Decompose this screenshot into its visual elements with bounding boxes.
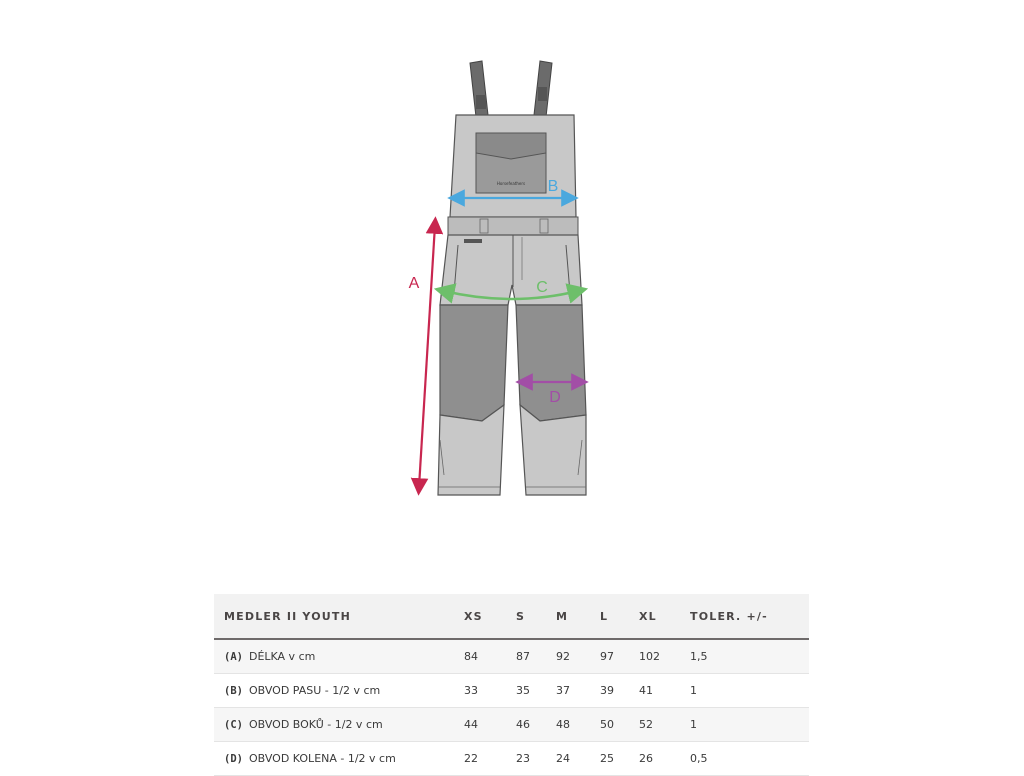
value-xs: 84 [464,650,478,663]
table-row [214,742,809,776]
bib-pants-illustration [400,55,610,500]
measure-c-label: C [536,279,548,296]
row-label [224,674,380,707]
value-m: 48 [556,718,570,731]
value-l: 25 [600,752,614,765]
table-header [214,594,809,640]
value-xl: 102 [639,650,660,663]
size-header-m: M [556,609,569,623]
size-header-s: S [516,609,526,623]
pants-legs [438,235,586,495]
value-m: 92 [556,650,570,663]
shoulder-straps [470,61,552,117]
value-xs: 44 [464,718,478,731]
row-code: (D) [224,752,243,765]
value-xs: 22 [464,752,478,765]
row-name: OBVOD KOLENA - 1/2 v cm [248,752,396,765]
table-row [214,708,809,742]
measure-a-label: A [408,275,420,292]
row-label [224,640,315,673]
value-s: 23 [516,752,530,765]
value-m: 37 [556,684,570,697]
row-label [224,742,396,775]
pocket-brand-text: Horsefeathers [496,181,526,186]
value-m: 24 [556,752,570,765]
row-code: (A) [224,650,243,663]
value-s: 46 [516,718,530,731]
value-l: 97 [600,650,614,663]
table-row [214,640,809,674]
value-xl: 41 [639,684,653,697]
value-xl: 52 [639,718,653,731]
value-tolerance: 0,5 [690,752,708,765]
row-code: (C) [224,718,243,731]
row-name: OBVOD BOKŮ - 1/2 v cm [248,718,383,731]
table-row [214,674,809,708]
row-name: OBVOD PASU - 1/2 v cm [248,684,381,697]
row-code: (B) [224,684,243,697]
value-tolerance: 1 [690,718,697,731]
waistband [448,217,578,235]
tolerance-header: TOLER. +/- [690,609,768,623]
measure-b-label: B [547,178,559,195]
value-l: 50 [600,718,614,731]
value-s: 35 [516,684,530,697]
size-header-xs: XS [464,609,483,623]
row-label [224,708,383,741]
value-tolerance: 1,5 [690,650,708,663]
size-header-l: L [600,609,609,623]
row-name: DÉLKA v cm [248,650,316,663]
measure-a-arrow [419,225,435,487]
value-l: 39 [600,684,614,697]
value-tolerance: 1 [690,684,697,697]
value-xl: 26 [639,752,653,765]
measure-d-label: D [549,389,561,406]
size-header-xl: XL [639,609,657,623]
value-s: 87 [516,650,530,663]
bib-front [450,115,576,217]
value-xs: 33 [464,684,478,697]
table-title: MEDLER II YOUTH [224,609,351,623]
size-chart-table [214,594,809,776]
